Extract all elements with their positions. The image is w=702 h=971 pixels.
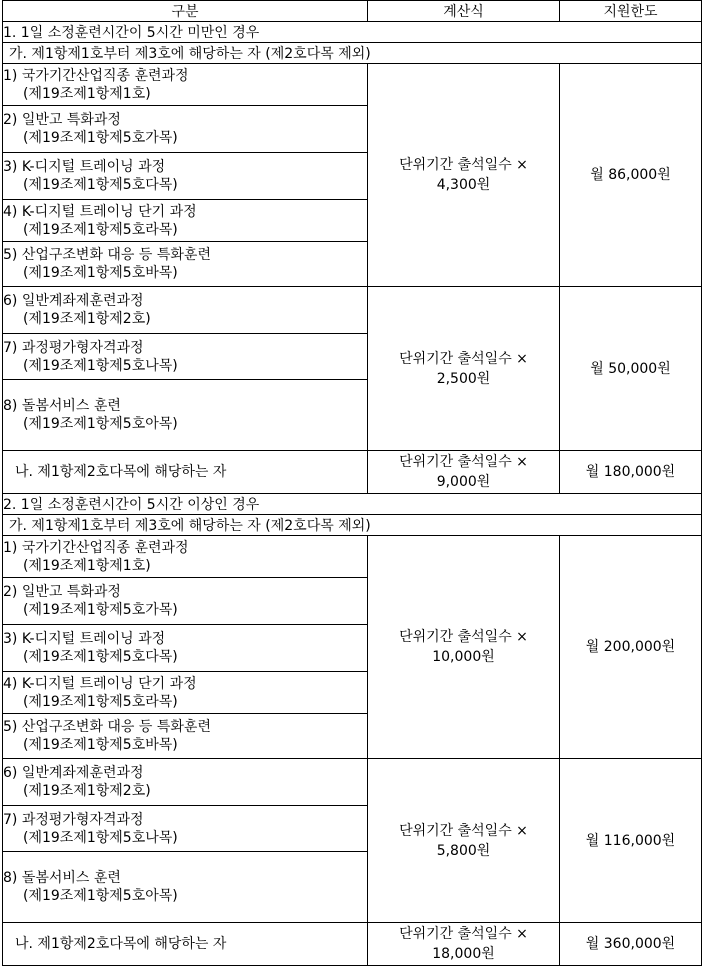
extra-label: 나. 제1항제2호다목에 해당하는 자 [3, 923, 368, 966]
limit-cell: 월 180,000원 [560, 451, 702, 494]
course-item [3, 536, 368, 578]
course-name: 5) 산업구조변화 대응 등 특화훈련 [3, 247, 211, 263]
course-name: 4) K-디지털 트레이닝 단기 과정 [3, 675, 197, 692]
section-subtitle: 가. 제1항제1호부터 제3호에 해당하는 자 (제2호다목 제외) [3, 43, 702, 64]
formula-cell [368, 923, 560, 966]
course-ref: (제19조제1항제1호) [23, 557, 151, 574]
course-item [3, 106, 368, 153]
header-formula: 계산식 [368, 1, 560, 22]
section-title: 2. 1일 소정훈련시간이 5시간 이상인 경우 [3, 494, 702, 515]
course-name: 7) 과정평가형자격과정 [3, 811, 144, 828]
formula-cell [368, 759, 560, 923]
course-ref: (제19조제1항제1호) [23, 85, 151, 102]
course-item [3, 759, 368, 806]
course-item [3, 200, 368, 242]
course-ref: (제19조제1항제5호아목) [23, 888, 178, 904]
course-name: 1) 국가기간산업직종 훈련과정 [3, 67, 189, 84]
formula-line-1: 단위기간 출석일수 × [399, 822, 528, 839]
limit-cell: 월 86,000원 [560, 64, 702, 287]
course-ref: (제19조제1항제2호) [23, 783, 151, 799]
section-subtitle-row [3, 43, 702, 64]
course-item [3, 287, 368, 334]
formula-line-1: 단위기간 출석일수 × [399, 157, 528, 173]
course-ref: (제19조제1항제5호가목) [23, 602, 178, 618]
formula-line-1: 단위기간 출석일수 × [399, 454, 528, 470]
formula-line-1: 단위기간 출석일수 × [399, 350, 528, 367]
course-name: 8) 돌봄서비스 훈련 [3, 398, 121, 414]
formula-cell [368, 287, 560, 451]
course-item [3, 242, 368, 287]
course-ref: (제19조제1항제2호) [23, 311, 151, 327]
course-name: 7) 과정평가형자격과정 [3, 339, 144, 356]
course-ref: (제19조제1항제5호바목) [23, 265, 178, 281]
section-title: 1. 1일 소정훈련시간이 5시간 미만인 경우 [3, 22, 702, 43]
extra-label: 나. 제1항제2호다목에 해당하는 자 [3, 451, 368, 494]
formula-cell [368, 536, 560, 759]
course-name: 1) 국가기간산업직종 훈련과정 [3, 539, 189, 556]
table-row [3, 759, 702, 806]
header-row [3, 1, 702, 22]
section-subtitle: 가. 제1항제1호부터 제3호에 해당하는 자 (제2호다목 제외) [3, 515, 702, 536]
header-limit: 지원한도 [560, 1, 702, 22]
course-name: 3) K-디지털 트레이닝 과정 [3, 159, 166, 175]
course-name: 6) 일반계좌제훈련과정 [3, 293, 144, 309]
course-item [3, 334, 368, 380]
formula-line-1: 단위기간 출석일수 × [399, 926, 528, 942]
section-title-row [3, 22, 702, 43]
course-ref: (제19조제1항제5호바목) [23, 737, 178, 753]
section-title-row [3, 494, 702, 515]
limit-cell: 월 116,000원 [560, 759, 702, 923]
formula-line-1: 단위기간 출석일수 × [399, 629, 528, 645]
limit-cell: 월 50,000원 [560, 287, 702, 451]
header-category: 구분 [3, 1, 368, 22]
course-name: 6) 일반계좌제훈련과정 [3, 765, 144, 781]
formula-line-2: 4,300원 [436, 177, 491, 193]
course-item [3, 672, 368, 714]
table-row [3, 64, 702, 106]
course-name: 5) 산업구조변화 대응 등 특화훈련 [3, 719, 211, 735]
course-ref: (제19조제1항제5호다목) [23, 177, 178, 193]
table-row [3, 923, 702, 966]
course-ref: (제19조제1항제5호나목) [23, 357, 178, 374]
table-row [3, 536, 702, 578]
limit-cell: 월 200,000원 [560, 536, 702, 759]
limit-cell: 월 360,000원 [560, 923, 702, 966]
course-name: 4) K-디지털 트레이닝 단기 과정 [3, 203, 197, 220]
formula-cell [368, 451, 560, 494]
course-item [3, 806, 368, 852]
formula-line-2: 10,000원 [432, 649, 495, 665]
course-ref: (제19조제1항제5호아목) [23, 416, 178, 432]
course-ref: (제19조제1항제5호라목) [23, 221, 178, 238]
course-name: 2) 일반고 특화과정 [3, 112, 121, 128]
course-item [3, 153, 368, 200]
formula-line-2: 18,000원 [432, 946, 495, 962]
course-name: 2) 일반고 특화과정 [3, 584, 121, 600]
table-row [3, 287, 702, 334]
allowance-table [2, 0, 702, 966]
course-item [3, 714, 368, 759]
course-name: 3) K-디지털 트레이닝 과정 [3, 631, 166, 647]
course-ref: (제19조제1항제5호다목) [23, 649, 178, 665]
table-row [3, 451, 702, 494]
course-ref: (제19조제1항제5호나목) [23, 829, 178, 846]
course-item [3, 625, 368, 672]
course-item [3, 578, 368, 625]
formula-line-2: 9,000원 [436, 474, 491, 490]
formula-line-2: 2,500원 [436, 370, 491, 387]
section-subtitle-row [3, 515, 702, 536]
formula-cell [368, 64, 560, 287]
course-item [3, 64, 368, 106]
course-item [3, 380, 368, 451]
course-name: 8) 돌봄서비스 훈련 [3, 870, 121, 886]
course-ref: (제19조제1항제5호가목) [23, 130, 178, 146]
course-ref: (제19조제1항제5호라목) [23, 693, 178, 710]
course-item [3, 852, 368, 923]
formula-line-2: 5,800원 [436, 842, 491, 859]
